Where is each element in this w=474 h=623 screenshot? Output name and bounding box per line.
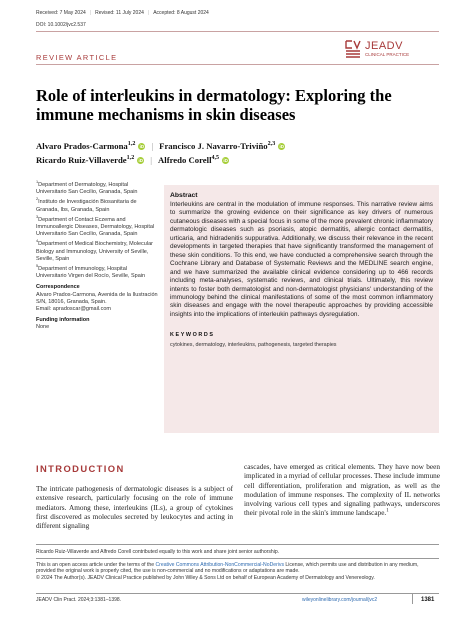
author-name[interactable]: Alvaro Prados-Carmona$^{1,2}$ <box>36 141 136 151</box>
section-heading-introduction: INTRODUCTION <box>36 463 125 474</box>
orcid-icon[interactable]: iD <box>279 144 284 149</box>
funding-text: None <box>36 324 50 331</box>
journal-url[interactable]: wileyonlinelibrary.com/journal/jvc2 <box>302 597 378 603</box>
keywords-heading: KEYWORDS <box>170 332 215 339</box>
received-date: Received: 7 May 2024 <box>36 10 86 16</box>
author-list <box>36 139 446 167</box>
footer-separator <box>412 594 413 604</box>
accepted-date: Accepted: 8 August 2024 <box>153 10 209 16</box>
revised-date: Revised: 11 July 2024 <box>95 10 144 16</box>
author-name[interactable]: Ricardo Ruiz-Villaverde$^{1,2}$ <box>36 155 135 165</box>
journal-logo-mark-icon <box>345 40 361 58</box>
author-separator: | <box>150 155 152 165</box>
journal-logo-name: JEADV <box>365 40 403 52</box>
side-column <box>36 182 158 335</box>
orcid-icon[interactable]: iD <box>223 158 228 163</box>
body-text-column-right: cascades, have emerged as critical elements. They have now been implicated in a myriad of cellular processes. These include immune cell differentiation, proliferation and migration, as well as the modulation of immune responses. The complexity of IL networks involving various cell types and signaling pathways, underscores their pivotal role in the skin's immune landscape.$^1$ <box>244 463 440 518</box>
doi[interactable]: DOI: 10.1002/jvc2.537 <box>36 22 86 28</box>
author-name[interactable]: Francisco J. Navarro-Triviño$^{2,3}$ <box>159 141 276 151</box>
author-row <box>36 139 446 153</box>
license-note: This is an open access article under the terms of the Creative Commons Attribution-NonCommercial-NoDerivs License, which permits use and distribution in any medium, provided the original work is properly cited, the use is non-commercial and no modifications or adaptations are made. © 2024 The Author(s). JEADV Clinical Practice published by John Wiley & Sons Ltd on behalf of European Academy of Dermatology and Venereology. <box>36 562 419 581</box>
funding-heading: Funding information <box>36 317 90 324</box>
date-separator: | <box>147 10 150 16</box>
abstract-heading: Abstract <box>170 192 198 199</box>
journal-citation: JEADV Clin Pract. 2024;3:1381–1398. <box>36 597 122 603</box>
author-separator: | <box>151 141 154 151</box>
correspondence-email[interactable]: Email: apradoscar@gmail.com <box>36 306 111 313</box>
correspondence-text: Alvaro Prados-Carmona, Avenida de la Ilustración S/N, 18016, Granada, Spain. Email: apradoscar@gmail.com <box>36 291 158 313</box>
body-text-column-left: The intricate pathogenesis of dermatologic diseases is a subject of extensive research, particularly focusing on the role of immune mediators. Among these, interleukins (ILs), a group of cytokines first discovered as molecules secreted by leukocytes and acting in different signaling <box>36 485 233 531</box>
journal-logo-subtitle: CLINICAL PRACTICE <box>365 52 410 57</box>
page-number: 1381 <box>421 597 435 603</box>
affiliation: $^5$Department of Immunology, Hospital Universitario Virgen del Rocío, Seville, Spain <box>36 264 146 280</box>
license-link[interactable]: Creative Commons Attribution-NonCommercial-NoDerivs <box>155 562 284 568</box>
orcid-icon[interactable]: iD <box>139 144 145 149</box>
header-divider-lower <box>36 64 439 65</box>
reference-link[interactable]: 1 <box>386 508 389 515</box>
affiliation: $^4$Department of Medical Biochemistry, Molecular Biology and Immunology, University of Seville, Seville, Spain <box>36 239 153 262</box>
orcid-icon[interactable]: iD <box>138 158 143 163</box>
author-row <box>36 153 446 167</box>
affiliation: $^2$Instituto de Investigación Biosanitaria de Granada, Ibs, Granada, Spain <box>36 197 137 213</box>
article-title: Role of interleukins in dermatology: Exploring the immune mechanisms in skin diseases <box>36 86 392 124</box>
header-divider <box>36 31 439 32</box>
contribution-note: Ricardo Ruiz-Villaverde and Alfredo Corell contributed equally to this work and share joint senior authorship. <box>36 549 280 555</box>
author-name[interactable]: Alfredo Corell$^{4,5}$ <box>158 155 220 165</box>
article-dates <box>36 10 209 16</box>
notes-divider <box>36 544 439 545</box>
correspondence-heading: Correspondence <box>36 284 80 291</box>
abstract-box <box>164 185 439 433</box>
abstract-body: Interleukins are central in the modulation of immune responses. This narrative review aims to summarize the growing evidence on their significance as key drivers of numerous cutaneous diseases with a special focus in some of the more prevalent chronic inflammatory dermatologic diseases such as psoriasis, atopic dermatitis, allergic contact dermatitis, urticaria, and hidradenitis suppurativa. Additionally, we discuss their relevance in the recent developments in targeted therapies that have significantly transformed the management of these skin conditions. To this end, we have conducted a comprehensive search through the Cochrane Library and Database of Systematic Reviews and the MEDLINE search engine, and we have summarized the available clinical evidence considering up to 466 records including meta-analyses, systematic reviews, and clinical trials. Ultimately, this review intents to foster both dermatologist and non-dermatologist physicians' understanding of the immunology behind the clinical manifestations of some of the most common inflammatory skin diseases and engage with the novel therapeutic approaches by providing accessible insights into the implications of interleukin pathways dysregulation. <box>170 201 433 318</box>
article-type: REVIEW ARTICLE <box>36 53 118 62</box>
footer-divider <box>36 593 439 594</box>
notes-divider <box>36 558 439 559</box>
affiliation: $^1$Department of Dermatology, Hospital Universitario San Cecilio, Granada, Spain <box>36 180 138 196</box>
journal-logo[interactable] <box>345 40 435 60</box>
copyright-note: © 2024 The Author(s). JEADV Clinical Practice published by John Wiley & Sons Ltd on behalf of European Academy of Dermatology and Venereology. <box>36 574 375 581</box>
affiliation: $^3$Department of Contact Eczema and Immunoallergic Diseases, Dermatology, Hospital Universitario San Cecilio, Granada, Spain <box>36 214 155 238</box>
keywords-list: cytokines, dermatology, interleukins, pathogenesis, targeted therapies <box>170 342 337 349</box>
date-separator: | <box>89 10 92 16</box>
